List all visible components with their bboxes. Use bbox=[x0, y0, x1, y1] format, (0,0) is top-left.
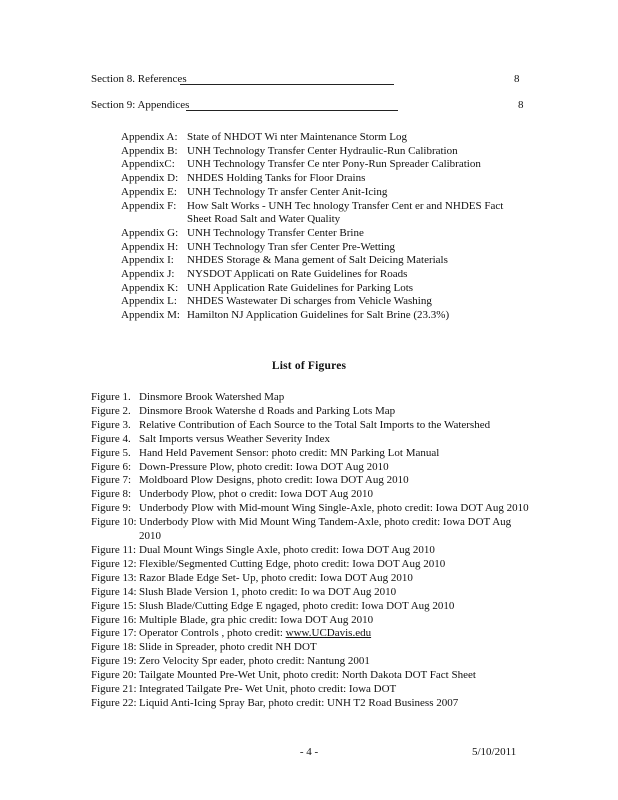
appendix-label: Appendix L: bbox=[121, 295, 177, 308]
figure-label: Figure 5. bbox=[91, 446, 131, 459]
figure-label: Figure 17: bbox=[91, 627, 137, 640]
appendix-label: AppendixC: bbox=[121, 158, 175, 171]
figure-caption: Dinsmore Brook Watershed Map bbox=[139, 391, 285, 403]
toc-entry-page: 8 bbox=[518, 99, 524, 111]
figure-caption: Dinsmore Brook Watershe d Roads and Parking Lots Map bbox=[139, 404, 396, 417]
figure-item bbox=[91, 488, 531, 502]
toc-entry-appendices bbox=[91, 99, 189, 112]
figure-label: Figure 6: bbox=[91, 460, 132, 473]
appendix-label: Appendix E: bbox=[121, 185, 177, 198]
figure-label: Figure 13: bbox=[91, 571, 137, 584]
toc-entry-label: Section 8. References bbox=[91, 73, 187, 85]
figure-caption: Salt Imports versus Weather Severity Index bbox=[139, 432, 331, 445]
appendix-label: Appendix B: bbox=[121, 144, 178, 157]
appendix-item bbox=[121, 200, 587, 227]
appendix-title: NHDES Holding Tanks for Floor Drains bbox=[187, 172, 366, 185]
figure-label: Figure 19: bbox=[91, 655, 137, 668]
appendix-label: Appendix M: bbox=[121, 309, 180, 322]
figure-label: Figure 2. bbox=[91, 404, 131, 417]
figure-item bbox=[91, 697, 531, 711]
appendix-label: Appendix A: bbox=[121, 131, 178, 143]
figure-caption: Relative Contribution of Each Source to the Total Salt Imports to the Watershed bbox=[139, 418, 491, 431]
appendix-title: NYSDOT Applicati on Rate Guidelines for Roads bbox=[187, 268, 408, 281]
figure-caption-text: Operator Controls , photo credit: bbox=[139, 627, 286, 640]
appendix-label: Appendix G: bbox=[121, 226, 179, 239]
figure-caption: Slush Blade Version 1, photo credit: Io wa DOT Aug 2010 bbox=[139, 585, 397, 598]
figure-item bbox=[91, 474, 531, 488]
figure-item bbox=[91, 516, 531, 544]
appendix-item bbox=[121, 145, 587, 159]
appendix-item bbox=[121, 172, 587, 186]
figure-item bbox=[91, 586, 531, 600]
page-number: - 4 - bbox=[299, 746, 319, 758]
appendix-label: Appendix H: bbox=[121, 240, 179, 253]
appendix-label: Appendix J: bbox=[121, 268, 175, 281]
list-of-figures-title: List of Figures bbox=[271, 360, 347, 372]
figure-item bbox=[91, 572, 531, 586]
figure-caption: Slide in Spreader, photo credit NH DOT bbox=[139, 641, 317, 654]
appendix-title: Hamilton NJ Application Guidelines for Salt Brine (23.3%) bbox=[187, 309, 450, 322]
figure-label: Figure 16: bbox=[91, 613, 137, 626]
appendix-label: Appendix I: bbox=[121, 254, 174, 267]
figure-item bbox=[91, 391, 531, 405]
figure-label: Figure 3. bbox=[91, 418, 131, 431]
figure-label: Figure 7: bbox=[91, 474, 132, 487]
figure-caption: Underbody Plow, phot o credit: Iowa DOT Aug 2010 bbox=[139, 488, 374, 501]
figure-caption: Razor Blade Edge Set- Up, photo credit: Iowa DOT Aug 2010 bbox=[139, 571, 413, 584]
figure-label: Figure 11: bbox=[91, 543, 137, 556]
figure-label: Figure 9: bbox=[91, 502, 132, 515]
figure-item bbox=[91, 641, 531, 655]
figure-label: Figure 10: bbox=[91, 516, 137, 529]
appendix-item bbox=[121, 282, 587, 296]
figure-caption: Underbody Plow with Mid-mount Wing Single-Axle, photo credit: Iowa DOT Aug 2010 bbox=[139, 502, 529, 515]
figure-caption: Underbody Plow with Mid Mount Wing Tandem-Axle, photo credit: Iowa DOT Aug 2010 bbox=[139, 516, 512, 543]
figure-item bbox=[91, 600, 531, 614]
appendix-title: NHDES Wastewater Di scharges from Vehicle Washing bbox=[187, 295, 432, 308]
appendix-title: UNH Technology Transfer Center Brine bbox=[187, 226, 364, 239]
figure-caption: Hand Held Pavement Sensor: photo credit: MN Parking Lot Manual bbox=[139, 446, 440, 459]
toc-leader-line bbox=[186, 110, 398, 111]
figure-item bbox=[91, 558, 531, 572]
figure-caption: Slush Blade/Cutting Edge E ngaged, photo credit: Iowa DOT Aug 2010 bbox=[139, 599, 455, 612]
ucdavis-link[interactable]: www.UCDavis.edu bbox=[285, 627, 372, 640]
appendix-item bbox=[121, 186, 587, 200]
appendix-title: How Salt Works - UNH Tec hnology Transfer Cent er and NHDES Fact Sheet Road Salt and Water Quality bbox=[187, 199, 504, 226]
appendix-item bbox=[121, 227, 587, 241]
figure-label: Figure 8: bbox=[91, 488, 132, 501]
appendix-label: Appendix F: bbox=[121, 199, 177, 212]
appendix-list bbox=[121, 131, 587, 323]
figure-item bbox=[91, 502, 531, 516]
appendix-item bbox=[121, 158, 587, 172]
figure-label: Figure 18: bbox=[91, 641, 137, 654]
appendix-title: UNH Application Rate Guidelines for Parking Lots bbox=[187, 281, 414, 294]
figure-label: Figure 14: bbox=[91, 585, 137, 598]
figure-caption: Integrated Tailgate Pre- Wet Unit, photo credit: Iowa DOT bbox=[139, 683, 397, 696]
figure-label: Figure 4. bbox=[91, 432, 131, 445]
figure-label: Figure 22: bbox=[91, 696, 137, 709]
appendix-item bbox=[121, 268, 587, 282]
appendix-item bbox=[121, 131, 587, 145]
appendix-title: UNH Technology Tran sfer Center Pre-Wetting bbox=[187, 240, 396, 253]
document-date: 5/10/2011 bbox=[472, 746, 517, 758]
figure-item bbox=[91, 627, 531, 641]
appendix-item bbox=[121, 254, 587, 268]
appendix-item bbox=[121, 241, 587, 255]
figure-item bbox=[91, 655, 531, 669]
appendix-title: UNH Technology Transfer Center Hydraulic-Run Calibration bbox=[187, 144, 458, 157]
appendix-title: NHDES Storage & Mana gement of Salt Deicing Materials bbox=[187, 254, 448, 267]
appendix-label: Appendix K: bbox=[121, 281, 179, 294]
appendix-title: UNH Technology Tr ansfer Center Anit-Icing bbox=[187, 185, 388, 198]
appendix-label: Appendix D: bbox=[121, 172, 179, 185]
appendix-item bbox=[121, 295, 587, 309]
figure-item bbox=[91, 669, 531, 683]
figure-caption: Liquid Anti-Icing Spray Bar, photo credit: UNH T2 Road Business 2007 bbox=[139, 696, 459, 709]
figure-label: Figure 12: bbox=[91, 557, 137, 570]
toc-entry-label: Section 9: Appendices bbox=[91, 99, 190, 111]
appendix-title: State of NHDOT Wi nter Maintenance Storm Log bbox=[187, 131, 408, 143]
figure-item bbox=[91, 447, 531, 461]
figure-item bbox=[91, 544, 531, 558]
figure-caption: Dual Mount Wings Single Axle, photo credit: Iowa DOT Aug 2010 bbox=[139, 543, 435, 556]
figure-caption: Zero Velocity Spr eader, photo credit: Nantung 2001 bbox=[139, 655, 370, 668]
figure-caption: Moldboard Plow Designs, photo credit: Iowa DOT Aug 2010 bbox=[139, 474, 409, 487]
appendix-item bbox=[121, 309, 587, 323]
figure-item bbox=[91, 614, 531, 628]
figure-item bbox=[91, 419, 531, 433]
figure-caption: Tailgate Mounted Pre-Wet Unit, photo credit: North Dakota DOT Fact Sheet bbox=[139, 669, 476, 682]
figure-list bbox=[91, 391, 531, 711]
figure-label: Figure 1. bbox=[91, 391, 131, 403]
appendix-title: UNH Technology Transfer Ce nter Pony-Run Spreader Calibration bbox=[187, 158, 481, 171]
figure-caption: Flexible/Segmented Cutting Edge, photo credit: Iowa DOT Aug 2010 bbox=[139, 557, 446, 570]
figure-label: Figure 20: bbox=[91, 669, 137, 682]
toc-entry-references bbox=[91, 73, 187, 86]
figure-caption: Down-Pressure Plow, photo credit: Iowa DOT Aug 2010 bbox=[139, 460, 389, 473]
figure-item bbox=[91, 405, 531, 419]
figure-caption: Multiple Blade, gra phic credit: Iowa DOT Aug 2010 bbox=[139, 613, 374, 626]
figure-label: Figure 15: bbox=[91, 599, 137, 612]
figure-item bbox=[91, 683, 531, 697]
figure-caption bbox=[139, 627, 531, 641]
toc-entry-page: 8 bbox=[514, 73, 520, 85]
figure-item bbox=[91, 461, 531, 475]
figure-item bbox=[91, 433, 531, 447]
figure-label: Figure 21: bbox=[91, 683, 137, 696]
toc-leader-line bbox=[180, 84, 394, 85]
